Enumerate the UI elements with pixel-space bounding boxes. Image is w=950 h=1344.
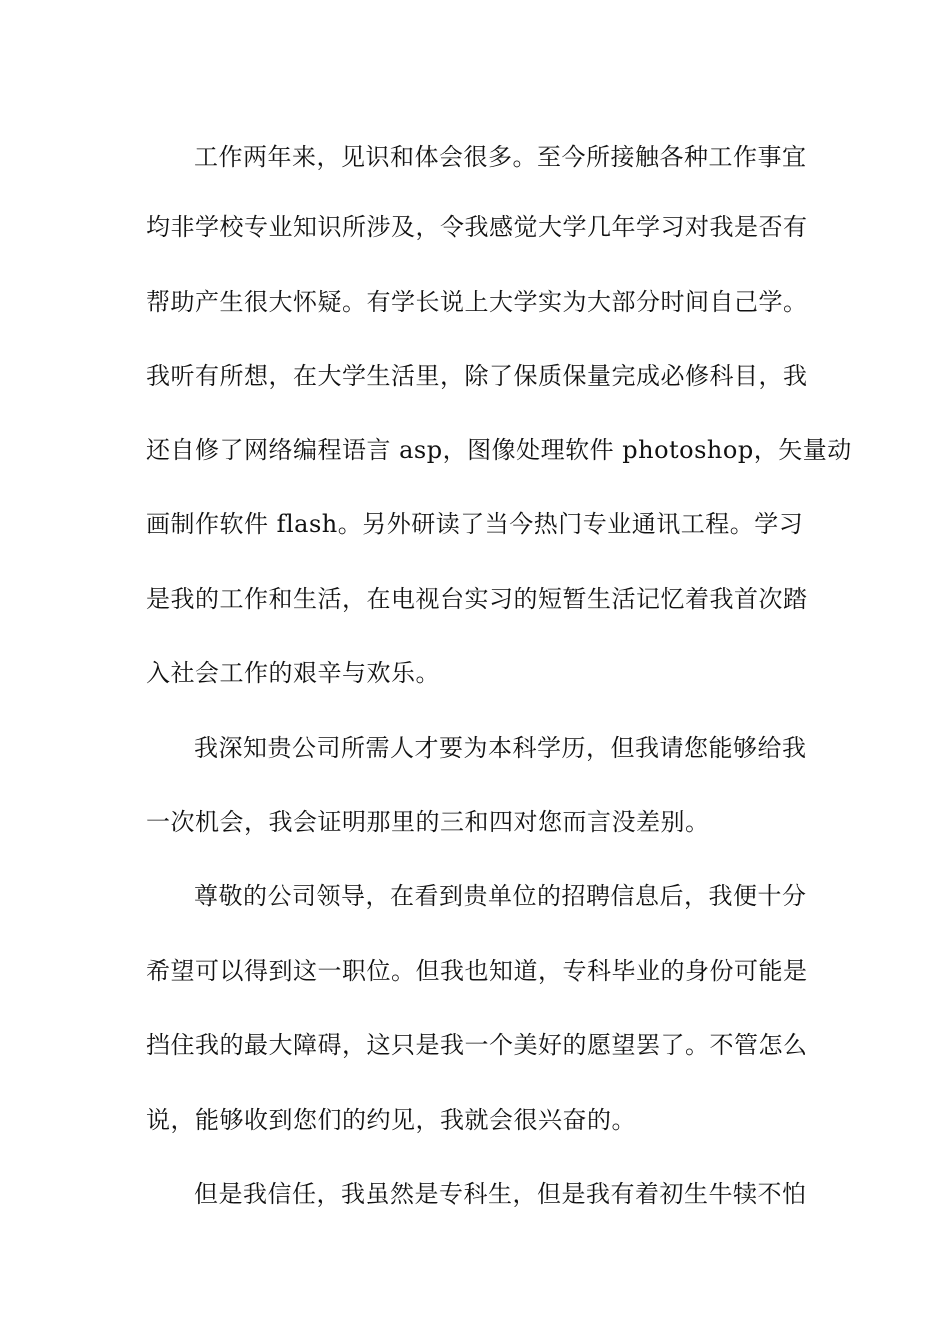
paragraph-3-line-4: 说，能够收到您们的约见，我就会很兴奋的。	[146, 1106, 636, 1134]
paragraph-1-line-6: 画制作软件 flash。另外研读了当今热门专业通讯工程。学习	[146, 510, 804, 538]
paragraph-1-line-8: 入社会工作的艰辛与欢乐。	[146, 659, 440, 687]
paragraph-1-line-3: 帮助产生很大怀疑。有学长说上大学实为大部分时间自己学。	[146, 288, 808, 316]
paragraph-3-line-3: 挡住我的最大障碍，这只是我一个美好的愿望罢了。不管怎么	[146, 1031, 808, 1059]
paragraph-1-line-5: 还自修了网络编程语言 asp，图像处理软件 photoshop，矢量动	[146, 436, 852, 464]
paragraph-1-line-2: 均非学校专业知识所涉及，令我感觉大学几年学习对我是否有	[146, 213, 808, 241]
paragraph-3-line-2: 希望可以得到这一职位。但我也知道，专科毕业的身份可能是	[146, 957, 808, 985]
paragraph-1-line-4: 我听有所想，在大学生活里，除了保质保量完成必修科目，我	[146, 362, 808, 390]
paragraph-1-line-7: 是我的工作和生活，在电视台实习的短暂生活记忆着我首次踏	[146, 585, 808, 613]
paragraph-1-line-1: 工作两年来，见识和体会很多。至今所接触各种工作事宜	[194, 143, 807, 171]
paragraph-4-line-1: 但是我信任，我虽然是专科生，但是我有着初生牛犊不怕	[194, 1180, 807, 1208]
paragraph-3-line-1: 尊敬的公司领导，在看到贵单位的招聘信息后，我便十分	[194, 882, 807, 910]
paragraph-2-line-1: 我深知贵公司所需人才要为本科学历，但我请您能够给我	[194, 734, 807, 762]
paragraph-2-line-2: 一次机会，我会证明那里的三和四对您而言没差别。	[146, 808, 710, 836]
